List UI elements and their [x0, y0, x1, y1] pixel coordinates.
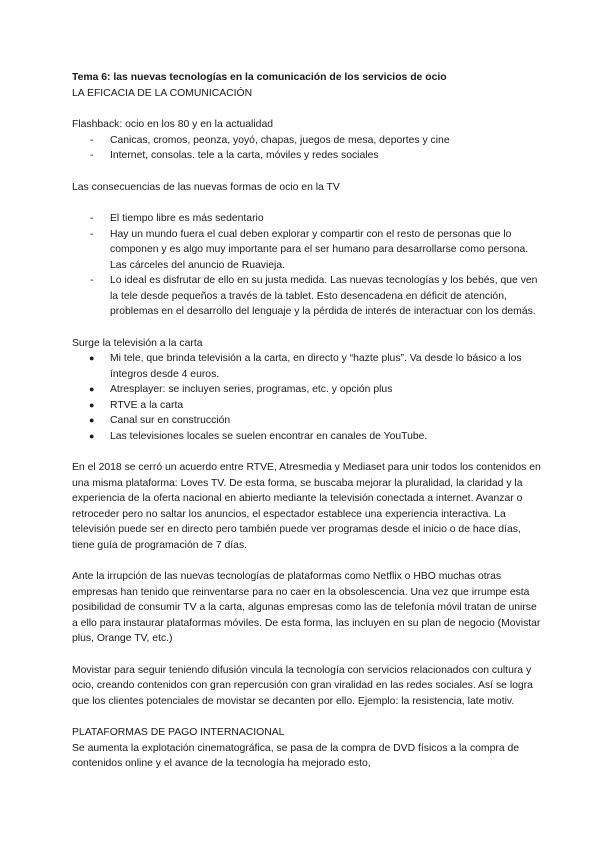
list-item: - El tiempo libre es más sedentario [90, 211, 542, 227]
consequences-list [90, 211, 542, 320]
document-title: Tema 6: las nuevas tecnologías en la comunicación de los servicios de ocio [72, 72, 447, 83]
list-item: - Hay un mundo fuera el cual deben explorar y compartir con el resto de personas que lo componen y es algo muy importante para el ser humano para desarrollarse como persona. Las cárceles del anuncio de Ruavieja. [90, 227, 542, 274]
list-item: ● Canal sur en construcción [90, 413, 542, 429]
paragraph-netflix: Ante la irrupción de las nuevas tecnologías de plataformas como Netflix o HBO muchas otras empresas han tenido que reinventarse para no caer en la obsolescencia. Una vez que irrumpe esta posibilidad de consumir TV a la carta, algunas empresas como las de telefonía móvil tratan de unirse a ello para instaurar plataformas móviles. De esta forma, las incluyen en su plan de negocio (Movistar plus, Orange TV, etc.) [72, 571, 541, 644]
list-item: - Lo ideal es disfrutar de ello en su justa medida. Las nuevas tecnologías y los bebés, que ven la tele desde pequeños a través de la tablet. Esto desencadena en déficit de atención, problemas en el desarrollo del lenguaje y la pérdida de interés de interactuar con los demás. [90, 273, 542, 320]
list-item: ● Atresplayer: se incluyen series, programas, etc. y opción plus [90, 382, 542, 398]
paragraph-plataformas: Se aumenta la explotación cinematográfica, se pasa de la compra de DVD físicos a la compra de contenidos online y el avance de la tecnología ha mejorado esto, [72, 742, 520, 769]
consequences-heading: Las consecuencias de las nuevas formas de ocio en la TV [72, 181, 340, 193]
list-item: ● Mi tele, que brinda televisión a la carta, en directo y “hazte plus”. Va desde lo básico a los íntegros desde 4 euros. [90, 351, 542, 382]
section-heading-plataformas: PLATAFORMAS DE PAGO INTERNACIONAL [72, 727, 285, 738]
flashback-heading: Flashback: ocio en los 80 y en la actualidad [72, 119, 274, 130]
tv-list [90, 351, 542, 444]
list-item: ● Las televisiones locales se suelen encontrar en canales de YouTube. [90, 429, 542, 445]
list-item: - Internet, consolas. tele a la carta, móviles y redes sociales [90, 148, 542, 164]
section-heading-eficacia: LA EFICACIA DE LA COMUNICACIÓN [72, 87, 253, 99]
document-page [72, 70, 542, 772]
paragraph-movistar: Movistar para seguir teniendo difusión vincula la tecnología con servicios relacionados con cultura y ocio, creando contenidos con gran repercusión con gran viralidad en las redes sociales. Así se logra que los clientes potenciales de movistar se decanten por ello. Ejemplo: la resistencia, late motiv. [72, 664, 533, 707]
flashback-list [90, 133, 542, 164]
list-item: - Canicas, cromos, peonza, yoyó, chapas, juegos de mesa, deportes y cine [90, 133, 542, 149]
tv-heading: Surge la televisión a la carta [72, 337, 203, 349]
paragraph-loves-tv: En el 2018 se cerró un acuerdo entre RTVE, Atresmedia y Mediaset para unir todos los contenidos en una misma plataforma: Loves TV. De esta forma, se buscaba mejorar la pluralidad, la claridad y la experiencia de la oferta nacional en abierto mediante la televisión conectada a internet. Avanzar o retroceder pero no saltar los anuncios, el espectador establece una experiencia interactiva. La televisión puede ser en directo pero también puede ver programas desde el inicio o de hace días, tiene guía de programación de 7 días. [72, 462, 541, 551]
list-item: ● RTVE a la carta [90, 398, 542, 414]
